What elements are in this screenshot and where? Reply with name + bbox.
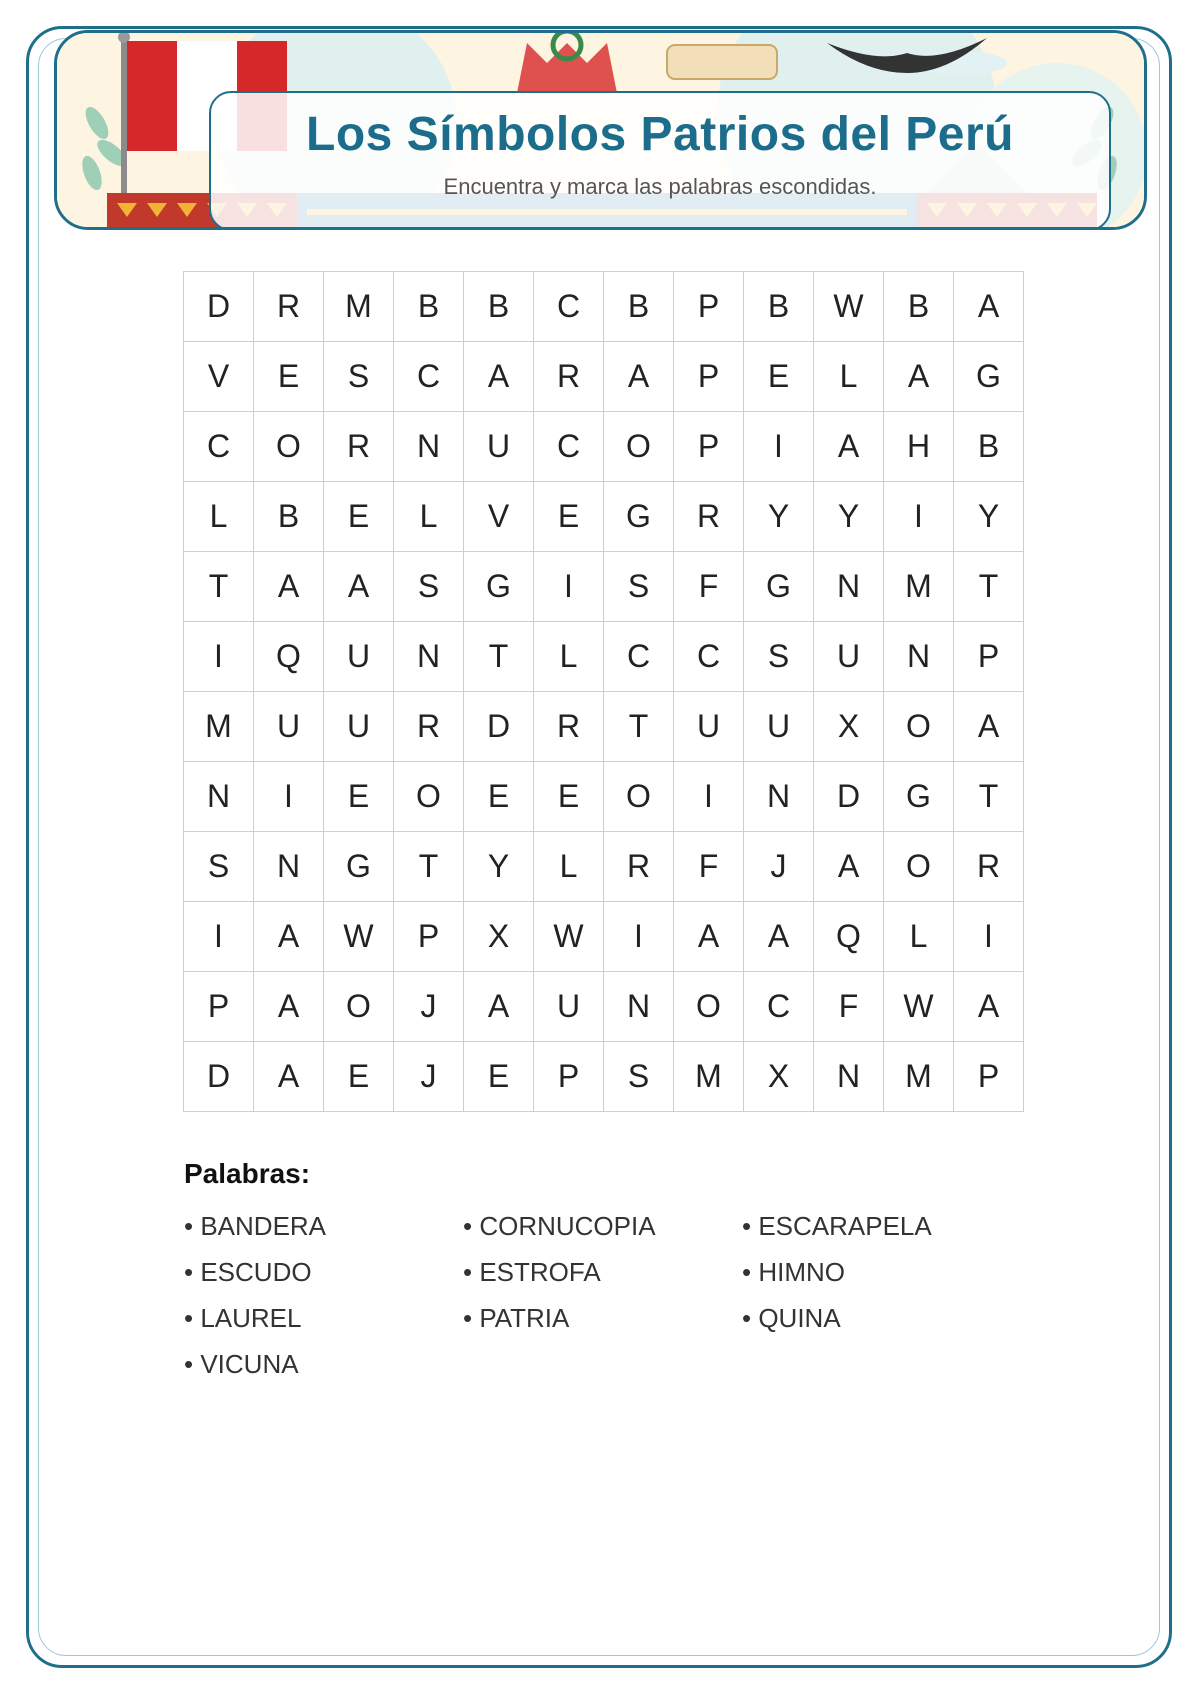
grid-cell[interactable]: W — [534, 902, 604, 972]
grid-cell[interactable]: U — [744, 692, 814, 762]
grid-cell[interactable]: O — [884, 832, 954, 902]
grid-cell[interactable]: E — [744, 342, 814, 412]
grid-cell[interactable]: V — [184, 342, 254, 412]
grid-cell[interactable]: R — [254, 272, 324, 342]
grid-cell[interactable]: T — [954, 762, 1024, 832]
word-search-grid — [183, 271, 1024, 1112]
grid-cell[interactable]: D — [814, 762, 884, 832]
grid-cell[interactable]: J — [394, 972, 464, 1042]
grid-cell[interactable]: O — [254, 412, 324, 482]
grid-cell[interactable]: I — [184, 902, 254, 972]
grid-cell[interactable]: L — [534, 832, 604, 902]
grid-cell[interactable]: R — [534, 692, 604, 762]
words-heading: Palabras: — [184, 1158, 311, 1189]
word-list-item: • VICUNA — [184, 1346, 463, 1392]
grid-cell[interactable]: G — [324, 832, 394, 902]
grid-cell[interactable]: W — [324, 902, 394, 972]
grid-cell[interactable]: G — [604, 482, 674, 552]
grid-cell[interactable]: C — [674, 622, 744, 692]
grid-cell[interactable]: C — [744, 972, 814, 1042]
grid-cell[interactable]: Y — [464, 832, 534, 902]
grid-cell[interactable]: D — [184, 272, 254, 342]
grid-cell[interactable]: U — [814, 622, 884, 692]
grid-cell[interactable]: M — [184, 692, 254, 762]
grid-cell[interactable]: S — [604, 552, 674, 622]
grid-cell[interactable]: B — [464, 272, 534, 342]
grid-cell[interactable]: L — [394, 482, 464, 552]
grid-cell[interactable]: L — [814, 342, 884, 412]
grid-cell[interactable]: A — [254, 552, 324, 622]
grid-cell[interactable]: U — [254, 692, 324, 762]
grid-cell[interactable]: Q — [254, 622, 324, 692]
grid-cell[interactable]: Y — [814, 482, 884, 552]
word-list-item: • HIMNO — [742, 1254, 1021, 1300]
grid-cell[interactable]: E — [534, 482, 604, 552]
grid-cell[interactable]: S — [394, 552, 464, 622]
grid-cell[interactable]: N — [604, 972, 674, 1042]
grid-cell[interactable]: A — [604, 342, 674, 412]
grid-cell[interactable]: T — [184, 552, 254, 622]
grid-cell[interactable]: M — [884, 552, 954, 622]
grid-cell[interactable]: J — [744, 832, 814, 902]
grid-cell[interactable]: A — [744, 902, 814, 972]
grid-cell[interactable]: B — [884, 272, 954, 342]
grid-cell[interactable]: M — [884, 1042, 954, 1112]
grid-cell[interactable]: S — [604, 1042, 674, 1112]
grid-cell[interactable]: C — [534, 412, 604, 482]
word-list — [184, 1208, 1024, 1392]
grid-cell[interactable]: E — [324, 482, 394, 552]
grid-cell[interactable]: W — [884, 972, 954, 1042]
grid-cell[interactable]: B — [394, 272, 464, 342]
grid-cell[interactable]: C — [604, 622, 674, 692]
word-list-item: • ESCUDO — [184, 1254, 463, 1300]
grid-cell[interactable]: P — [674, 272, 744, 342]
grid-cell[interactable]: R — [534, 342, 604, 412]
grid-cell[interactable]: A — [254, 902, 324, 972]
grid-cell[interactable]: E — [464, 762, 534, 832]
grid-cell[interactable]: O — [604, 762, 674, 832]
grid-cell[interactable]: O — [884, 692, 954, 762]
grid-cell[interactable]: B — [604, 272, 674, 342]
grid-cell[interactable]: F — [674, 832, 744, 902]
grid-cell[interactable]: M — [324, 272, 394, 342]
page-subtitle: Encuentra y marca las palabras escondidas. — [443, 174, 877, 199]
grid-cell[interactable]: H — [884, 412, 954, 482]
grid-cell[interactable]: V — [464, 482, 534, 552]
word-list-item: • BANDERA — [184, 1208, 463, 1254]
grid-cell[interactable]: E — [254, 342, 324, 412]
grid-cell[interactable]: A — [814, 832, 884, 902]
grid-cell[interactable]: P — [534, 1042, 604, 1112]
grid-cell[interactable]: A — [324, 552, 394, 622]
grid-cell[interactable]: R — [324, 412, 394, 482]
grid-cell[interactable]: G — [464, 552, 534, 622]
grid-cell[interactable]: A — [464, 972, 534, 1042]
grid-cell[interactable]: A — [254, 1042, 324, 1112]
grid-cell[interactable]: U — [324, 692, 394, 762]
grid-cell[interactable]: E — [324, 762, 394, 832]
grid-cell[interactable]: R — [674, 482, 744, 552]
grid-cell[interactable]: X — [814, 692, 884, 762]
grid-cell[interactable]: Y — [744, 482, 814, 552]
grid-cell[interactable]: T — [464, 622, 534, 692]
grid-cell[interactable]: O — [604, 412, 674, 482]
grid-cell[interactable]: X — [464, 902, 534, 972]
grid-cell[interactable]: M — [674, 1042, 744, 1112]
grid-cell[interactable]: A — [884, 342, 954, 412]
grid-cell[interactable]: Y — [954, 482, 1024, 552]
grid-cell[interactable]: N — [814, 1042, 884, 1112]
grid-cell[interactable]: J — [394, 1042, 464, 1112]
grid-cell[interactable]: E — [324, 1042, 394, 1112]
grid-cell[interactable]: I — [884, 482, 954, 552]
grid-cell[interactable]: I — [954, 902, 1024, 972]
grid-cell[interactable]: T — [604, 692, 674, 762]
grid-cell[interactable]: S — [184, 832, 254, 902]
word-list-item: • QUINA — [742, 1300, 1021, 1346]
grid-cell[interactable]: C — [534, 272, 604, 342]
grid-cell[interactable]: N — [184, 762, 254, 832]
grid-cell[interactable]: R — [954, 832, 1024, 902]
grid-cell[interactable]: N — [254, 832, 324, 902]
grid-cell[interactable]: W — [814, 272, 884, 342]
grid-cell[interactable]: T — [394, 832, 464, 902]
grid-cell[interactable]: P — [674, 412, 744, 482]
grid-cell[interactable]: N — [744, 762, 814, 832]
grid-cell[interactable]: F — [674, 552, 744, 622]
grid-cell[interactable]: P — [184, 972, 254, 1042]
grid-cell[interactable]: A — [814, 412, 884, 482]
grid-cell[interactable]: S — [744, 622, 814, 692]
grid-cell[interactable]: A — [254, 972, 324, 1042]
grid-cell[interactable]: P — [674, 342, 744, 412]
header-banner — [54, 30, 1147, 230]
grid-cell[interactable]: S — [324, 342, 394, 412]
word-list-item: • PATRIA — [463, 1300, 742, 1346]
grid-cell[interactable]: R — [394, 692, 464, 762]
grid-cell[interactable]: I — [534, 552, 604, 622]
grid-cell[interactable]: N — [394, 622, 464, 692]
grid-cell[interactable]: A — [674, 902, 744, 972]
grid-cell[interactable]: L — [184, 482, 254, 552]
grid-cell[interactable]: P — [954, 622, 1024, 692]
word-list-item: • ESTROFA — [463, 1254, 742, 1300]
grid-cell[interactable]: B — [954, 412, 1024, 482]
grid-cell[interactable]: I — [254, 762, 324, 832]
word-list-item: • LAUREL — [184, 1300, 463, 1346]
grid-cell[interactable]: I — [184, 622, 254, 692]
grid-cell[interactable]: E — [534, 762, 604, 832]
grid-cell[interactable]: A — [464, 342, 534, 412]
grid-cell[interactable]: G — [884, 762, 954, 832]
grid-cell[interactable]: O — [324, 972, 394, 1042]
grid-cell[interactable]: A — [954, 692, 1024, 762]
grid-cell[interactable]: D — [184, 1042, 254, 1112]
grid-cell[interactable]: N — [884, 622, 954, 692]
grid-cell[interactable]: U — [674, 692, 744, 762]
grid-cell[interactable]: A — [954, 272, 1024, 342]
grid-cell[interactable]: I — [744, 412, 814, 482]
grid-cell[interactable]: U — [324, 622, 394, 692]
grid-cell[interactable]: B — [254, 482, 324, 552]
grid-cell[interactable]: L — [534, 622, 604, 692]
grid-cell[interactable]: U — [534, 972, 604, 1042]
grid-cell[interactable]: A — [954, 972, 1024, 1042]
grid-cell[interactable]: C — [394, 342, 464, 412]
grid-cell[interactable]: I — [604, 902, 674, 972]
grid-cell[interactable]: N — [394, 412, 464, 482]
grid-cell[interactable]: E — [464, 1042, 534, 1112]
grid-cell[interactable]: O — [394, 762, 464, 832]
word-list-item: • CORNUCOPIA — [463, 1208, 742, 1254]
page-title: Los Símbolos Patrios del Perú — [306, 108, 1014, 161]
grid-cell[interactable]: X — [744, 1042, 814, 1112]
grid-cell[interactable]: U — [464, 412, 534, 482]
grid-cell[interactable]: P — [954, 1042, 1024, 1112]
grid-cell[interactable]: R — [604, 832, 674, 902]
grid-cell[interactable]: G — [954, 342, 1024, 412]
grid-cell[interactable]: C — [184, 412, 254, 482]
grid-cell[interactable]: Q — [814, 902, 884, 972]
grid-cell[interactable]: I — [674, 762, 744, 832]
grid-cell[interactable]: F — [814, 972, 884, 1042]
title-card — [209, 91, 1111, 230]
grid-cell[interactable]: T — [954, 552, 1024, 622]
grid-cell[interactable]: O — [674, 972, 744, 1042]
grid-cell[interactable]: L — [884, 902, 954, 972]
grid-cell[interactable]: P — [394, 902, 464, 972]
grid-cell[interactable]: D — [464, 692, 534, 762]
grid-cell[interactable]: B — [744, 272, 814, 342]
word-list-item: • ESCARAPELA — [742, 1208, 1021, 1254]
grid-cell[interactable]: N — [814, 552, 884, 622]
grid-cell[interactable]: G — [744, 552, 814, 622]
